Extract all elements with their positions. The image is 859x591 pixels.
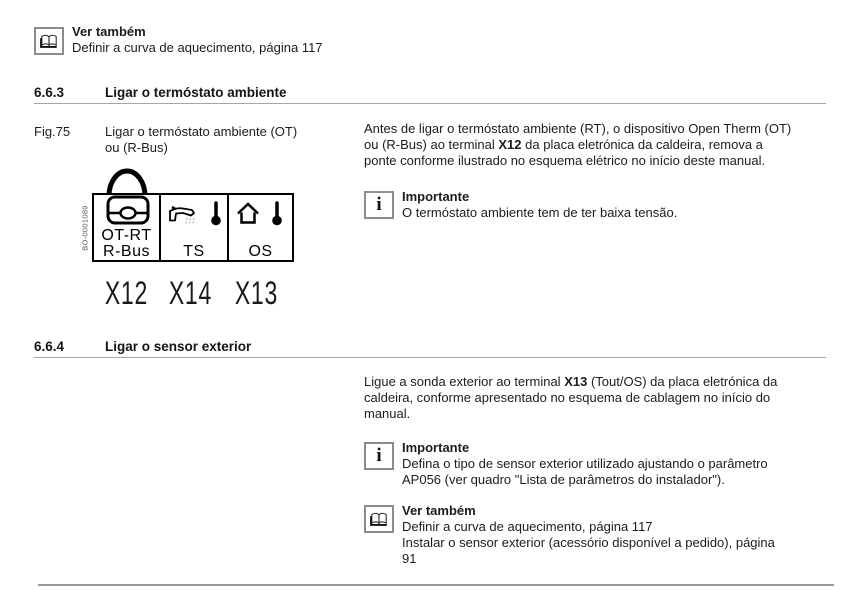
page-bottom-rule xyxy=(38,584,834,586)
body-text-line: manual. xyxy=(364,406,411,421)
terminal-x14: X14 xyxy=(168,275,212,311)
body-text-segment: da placa eletrónica da caldeira, remova a xyxy=(521,137,763,152)
terminal-x13: X13 xyxy=(234,275,278,311)
section-number: 6.6.3 xyxy=(34,85,65,100)
cell2-label: TS xyxy=(183,243,205,260)
important-text: O termóstato ambiente tem de ter baixa tensão. xyxy=(402,205,678,220)
see-also-reference: Instalar o sensor exterior (acessório disponível a pedido), página xyxy=(402,535,775,550)
see-also-title: Ver também xyxy=(402,503,476,518)
terminal-ref-x13: X13 xyxy=(564,374,588,389)
section-title: Ligar o termóstato ambiente xyxy=(105,85,287,100)
book-icon xyxy=(34,27,64,55)
figure-caption-line1: Ligar o termóstato ambiente (OT) xyxy=(105,124,298,139)
important-title: Importante xyxy=(402,189,470,204)
see-also-title: Ver também xyxy=(72,24,146,39)
body-text-line xyxy=(364,374,777,390)
terminal-x12: X12 xyxy=(104,275,148,311)
heading-rule xyxy=(34,103,826,104)
cell1-label-line2: R-Bus xyxy=(103,243,150,260)
thermostat-icon xyxy=(108,197,148,223)
see-also-reference: Definir a curva de aquecimento, página 117 xyxy=(72,40,323,55)
cable-loop-icon xyxy=(109,171,145,196)
info-icon xyxy=(364,191,394,219)
heading-rule xyxy=(34,357,826,358)
book-icon-glyph xyxy=(39,32,59,50)
figure-caption-line2: ou (R-Bus) xyxy=(105,140,168,155)
cell3-label: OS xyxy=(248,243,273,260)
section-title: Ligar o sensor exterior xyxy=(105,339,252,354)
info-icon-glyph: i xyxy=(376,445,382,466)
cell1-label-line1: OT-RT xyxy=(101,227,152,244)
body-text-line xyxy=(364,137,763,153)
section-number: 6.6.4 xyxy=(34,339,65,354)
important-title: Importante xyxy=(402,440,470,455)
important-text: Defina o tipo de sensor exterior utilizado ajustando o parâmetro xyxy=(402,456,768,471)
figure-side-code: BO-0001089 xyxy=(80,205,90,251)
body-text-segment: (Tout/OS) da placa eletrónica da xyxy=(587,374,778,389)
book-icon-glyph xyxy=(369,510,389,528)
info-icon xyxy=(364,442,394,470)
terminal-ref-x12: X12 xyxy=(498,137,522,152)
body-text-line: caldeira, conforme apresentado no esquema de cablagem no início do xyxy=(364,390,771,405)
body-text-segment: Ligue a sonda exterior ao terminal xyxy=(364,374,565,389)
body-text-line: ponte conforme ilustrado no esquema elétrico no início deste manual. xyxy=(364,153,766,168)
book-icon xyxy=(364,505,394,533)
see-also-reference: Definir a curva de aquecimento, página 117 xyxy=(402,519,653,534)
see-also-reference-continued: 91 xyxy=(402,551,417,566)
body-text-line: Antes de ligar o termóstato ambiente (RT), o dispositivo Open Therm (OT) xyxy=(364,121,792,136)
info-icon-glyph: i xyxy=(376,194,382,215)
figure-label: Fig.75 xyxy=(34,124,71,139)
important-text: AP056 (ver quadro "Lista de parâmetros do instalador"). xyxy=(402,472,725,487)
body-text-segment: ou (R-Bus) ao terminal xyxy=(364,137,499,152)
